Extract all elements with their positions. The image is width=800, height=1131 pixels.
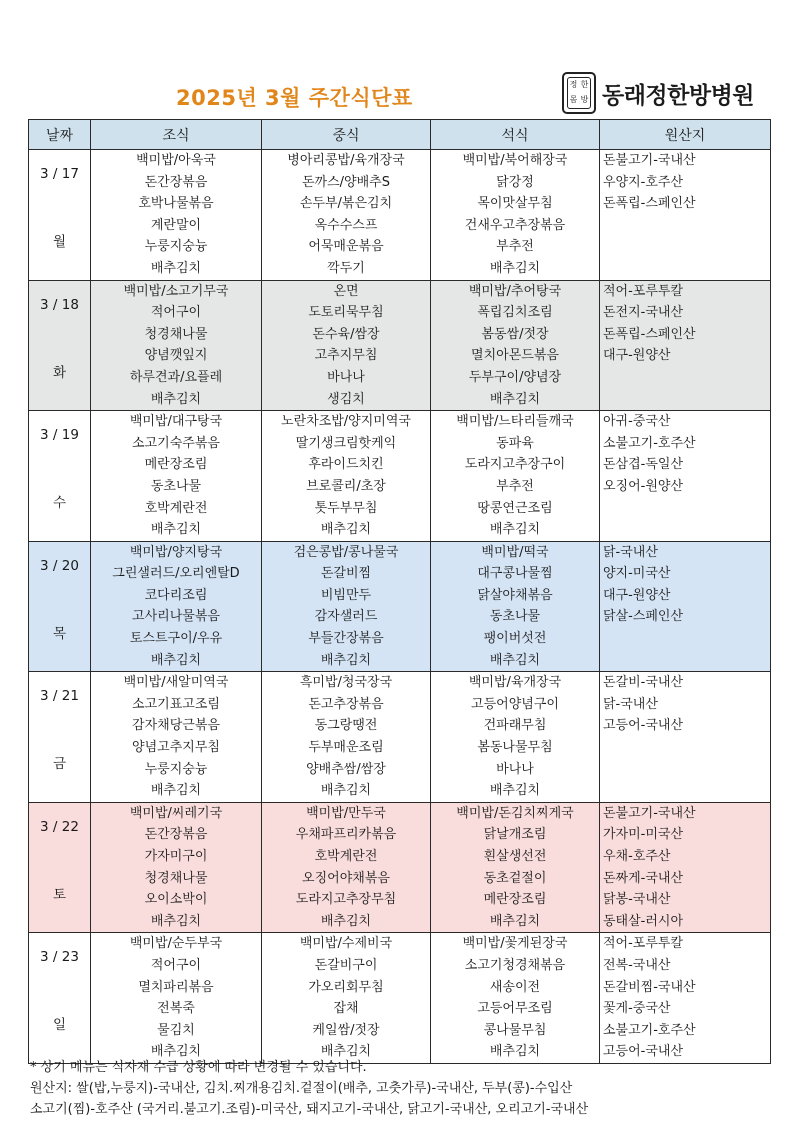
- menu-item: 케일쌈/젓장: [312, 1022, 380, 1038]
- menu-item: 노란차조밥/양지미역국: [281, 414, 411, 430]
- menu-item: 손두부/볶은김치: [299, 196, 393, 212]
- breakfast-cell: [91, 933, 262, 1064]
- menu-item: 백미밥/추어탕국: [468, 283, 562, 299]
- origin-item: 소불고기-호주산: [603, 1022, 696, 1038]
- menu-item: 봄동나물무침: [477, 740, 553, 756]
- menu-item: 돈갈비구이: [314, 957, 378, 973]
- menu-item: 배추김치: [320, 913, 372, 929]
- menu-item: 배추김치: [150, 913, 202, 929]
- origin-item: [600, 236, 770, 258]
- menu-item: 오이소박이: [144, 892, 208, 908]
- header-lunch: 중식: [262, 120, 431, 150]
- menu-item: 그린샐러드/오리엔탈D: [112, 566, 240, 582]
- origin-item: 돈폭립-스페인산: [603, 326, 696, 342]
- menu-item: 동파육: [496, 435, 534, 451]
- origin-item: 닭살-스페인산: [603, 609, 684, 625]
- origin-cell: [600, 933, 771, 1064]
- origin-item: 우채-호주산: [603, 849, 671, 864]
- hospital-logo: [562, 72, 754, 114]
- menu-item: 배추김치: [150, 260, 202, 276]
- day-cell: [29, 150, 91, 281]
- menu-item: 바나나: [327, 369, 365, 385]
- menu-item: 콩나물무침: [483, 1022, 547, 1038]
- menu-item: 누룽지숭늉: [144, 761, 208, 777]
- menu-item: 감자샐러드: [314, 609, 378, 625]
- menu-item: 배추김치: [489, 391, 541, 407]
- menu-item: 돈수육/쌈장: [312, 326, 380, 342]
- table-row: [29, 933, 771, 1064]
- menu-item: 돈간장볶음: [144, 174, 208, 190]
- menu-item: 도라지고추장구이: [464, 457, 566, 473]
- breakfast-cell: [91, 280, 262, 411]
- menu-item: 폭립김치조림: [477, 305, 553, 321]
- menu-item: 흑미밥/청국장국: [299, 675, 393, 691]
- dinner-cell: [431, 541, 600, 672]
- origin-item: [600, 650, 770, 672]
- menu-item: 토스트구이/우유: [129, 631, 223, 647]
- day-date: 3 / 23: [40, 949, 79, 966]
- header-breakfast: 조식: [91, 120, 262, 150]
- origin-cell: [600, 802, 771, 933]
- menu-item: 배추김치: [150, 783, 202, 799]
- origin-item: [600, 759, 770, 781]
- menu-item: 소고기표고조림: [132, 696, 220, 712]
- origin-item: 고등어-국내산: [603, 718, 684, 734]
- menu-item: 백미밥/꽃게된장국: [462, 936, 568, 952]
- origin-item: 대구-원양산: [603, 587, 671, 603]
- origin-item: [600, 215, 770, 237]
- menu-item: 두부매운조림: [308, 740, 384, 756]
- weekly-menu-table: [28, 119, 771, 1064]
- lunch-cell: [262, 280, 431, 411]
- day-date: 3 / 19: [40, 427, 79, 444]
- menu-item: 코다리조림: [144, 587, 208, 603]
- breakfast-cell: [91, 541, 262, 672]
- hospital-seal: [562, 72, 596, 114]
- menu-item: 배추김치: [489, 652, 541, 668]
- seal-char: 한: [580, 80, 589, 89]
- menu-item: 호박계란전: [314, 849, 378, 864]
- origin-item: [600, 737, 770, 759]
- menu-item: 감자채당근볶음: [132, 718, 220, 734]
- menu-item: 우채파프리카볶음: [295, 827, 397, 843]
- table-row: [29, 150, 771, 281]
- menu-item: 적어구이: [150, 305, 202, 321]
- day-cell: [29, 933, 91, 1064]
- menu-item: 양념고추지무침: [132, 740, 220, 756]
- origin-item: 돈갈비-국내산: [603, 675, 684, 691]
- menu-item: 청경채나물: [144, 870, 208, 886]
- menu-item: 돈까스/양배추S: [302, 174, 390, 190]
- menu-item: 두부구이/양념장: [468, 369, 562, 385]
- seal-char: 몸: [569, 95, 578, 104]
- day-cell: [29, 541, 91, 672]
- table-body: [29, 150, 771, 1064]
- day-cell: [29, 672, 91, 803]
- menu-item: 백미밥/북어해장국: [462, 153, 568, 168]
- menu-item: 계란말이: [150, 217, 202, 233]
- lunch-cell: [262, 802, 431, 933]
- note-line: * 상기 메뉴는 식자재 수급 상황에 따라 변경될 수 있습니다.: [30, 1060, 367, 1075]
- origin-cell: [600, 411, 771, 542]
- origin-item: 우양지-호주산: [603, 174, 684, 190]
- menu-item: 부추전: [496, 239, 534, 255]
- origin-item: [600, 498, 770, 520]
- menu-item: 깍두기: [327, 260, 365, 276]
- dinner-cell: [431, 150, 600, 281]
- note-line: 소고기(찜)-호주산 (국거리.불고기.조림)-미국산, 돼지고기-국내산, 닭고기-국내산, 오리고기-국내산: [30, 1102, 589, 1117]
- menu-item: 백미밥/육개장국: [468, 675, 562, 691]
- menu-item: 도토리묵무침: [308, 305, 384, 321]
- menu-item: 백미밥/수제비국: [299, 936, 393, 952]
- origin-item: 돈불고기-국내산: [603, 153, 696, 168]
- menu-item: 백미밥/순두부국: [129, 936, 223, 952]
- origin-item: 가자미-미국산: [603, 827, 684, 843]
- origin-item: 닭봉-국내산: [603, 892, 671, 908]
- menu-item: 브로콜리/초장: [306, 478, 386, 494]
- menu-item: 메란장조림: [144, 457, 208, 473]
- menu-item: 검은콩밥/콩나물국: [293, 544, 399, 560]
- menu-item: 백미밥/떡국: [481, 544, 549, 560]
- origin-item: 꽃게-중국산: [603, 1001, 671, 1017]
- menu-item: 양념깻잎지: [144, 348, 208, 364]
- origin-item: 돈불고기-국내산: [603, 805, 696, 821]
- origin-item: 동태살-러시아: [603, 913, 684, 929]
- origin-cell: [600, 280, 771, 411]
- origin-item: [600, 628, 770, 650]
- day-weekday: 금: [52, 756, 67, 773]
- day-date: 3 / 21: [40, 688, 79, 705]
- menu-item: 배추김치: [489, 913, 541, 929]
- menu-item: 백미밥/소고기무국: [123, 283, 229, 299]
- menu-item: 백미밥/아욱국: [136, 153, 216, 168]
- menu-item: 동초나물: [489, 609, 541, 625]
- day-weekday: 목: [52, 625, 67, 642]
- menu-item: 고추지무침: [314, 348, 378, 364]
- breakfast-cell: [91, 411, 262, 542]
- menu-item: 돈고추장볶음: [308, 696, 384, 712]
- menu-item: 건파래무침: [483, 718, 547, 734]
- table-header-row: [29, 120, 771, 150]
- page-title: 2025년 3월 주간식단표: [176, 86, 413, 110]
- menu-item: 청경채나물: [144, 326, 208, 342]
- dinner-cell: [431, 411, 600, 542]
- menu-item: 배추김치: [320, 652, 372, 668]
- menu-item: 고사리나물볶음: [132, 609, 220, 625]
- day-weekday: 월: [52, 234, 67, 250]
- table-row: [29, 802, 771, 933]
- lunch-cell: [262, 541, 431, 672]
- menu-item: 백미밥/느타리들깨국: [456, 414, 574, 430]
- menu-item: 배추김치: [320, 522, 372, 538]
- day-weekday: 토: [52, 886, 67, 903]
- menu-item: 배추김치: [489, 783, 541, 799]
- menu-item: 가오리회무침: [308, 979, 384, 995]
- header-origin: 원산지: [600, 120, 771, 150]
- table-row: [29, 411, 771, 542]
- menu-item: 멸치파리볶음: [138, 979, 214, 995]
- origin-item: 돈폭립-스페인산: [603, 196, 696, 212]
- menu-item: 백미밥/씨레기국: [129, 805, 223, 821]
- menu-item: 멸치아몬드볶음: [471, 348, 559, 364]
- menu-item: 백미밥/돈김치찌게국: [456, 805, 574, 821]
- origin-item: 돈전지-국내산: [603, 305, 684, 321]
- menu-item: 하루견과/요플레: [129, 369, 223, 385]
- menu-item: 동초나물: [150, 478, 202, 494]
- menu-item: 배추김치: [150, 652, 202, 668]
- origin-item: 돈짜게-국내산: [603, 870, 684, 886]
- menu-item: 호박나물볶음: [138, 196, 214, 212]
- menu-item: 닭날개조림: [483, 827, 547, 843]
- breakfast-cell: [91, 672, 262, 803]
- origin-item: 아귀-중국산: [603, 414, 671, 430]
- origin-cell: [600, 150, 771, 281]
- menu-item: 어묵매운볶음: [308, 239, 384, 255]
- origin-item: 고등어-국내산: [603, 1044, 684, 1060]
- menu-item: 양배추쌈/쌈장: [306, 761, 386, 777]
- dinner-cell: [431, 802, 600, 933]
- menu-item: 동초겉절이: [483, 870, 547, 886]
- origin-item: [600, 367, 770, 389]
- table-row: [29, 280, 771, 411]
- menu-item: 톳두부무침: [314, 500, 378, 516]
- menu-item: 백미밥/만두국: [306, 805, 386, 821]
- origin-item: [600, 389, 770, 411]
- origin-cell: [600, 541, 771, 672]
- origin-item: 돈삼겹-독일산: [603, 457, 684, 473]
- menu-item: 바나나: [496, 761, 534, 777]
- menu-item: 비빔만두: [320, 587, 372, 603]
- menu-item: 백미밥/대구탕국: [129, 414, 223, 430]
- origin-item: [600, 519, 770, 541]
- menu-item: 고등어무조림: [477, 1001, 553, 1017]
- menu-item: 배추김치: [489, 1044, 541, 1060]
- menu-item: 건새우고추장볶음: [464, 217, 566, 233]
- menu-item: 메란장조림: [483, 892, 547, 908]
- menu-item: 물김치: [157, 1022, 195, 1038]
- menu-item: 배추김치: [150, 522, 202, 538]
- menu-item: 동그랑땡전: [314, 718, 378, 734]
- day-date: 3 / 20: [40, 557, 79, 574]
- dinner-cell: [431, 672, 600, 803]
- menu-item: 도라지고추장무침: [295, 892, 397, 908]
- origin-cell: [600, 672, 771, 803]
- menu-item: 배추김치: [489, 260, 541, 276]
- menu-item: 전복죽: [157, 1001, 195, 1017]
- day-date: 3 / 22: [40, 818, 79, 835]
- breakfast-cell: [91, 150, 262, 281]
- menu-item: 온면: [333, 283, 359, 299]
- origin-item: 닭-국내산: [603, 544, 658, 560]
- origin-item: 전복-국내산: [603, 957, 671, 973]
- hospital-name: 동래정한방병원: [602, 82, 755, 109]
- day-cell: [29, 802, 91, 933]
- menu-item: 돈갈비찜: [320, 566, 372, 582]
- day-weekday: 수: [52, 495, 67, 512]
- header-dinner: 석식: [431, 120, 600, 150]
- day-cell: [29, 411, 91, 542]
- menu-item: 부들간장볶음: [308, 631, 384, 647]
- day-cell: [29, 280, 91, 411]
- dinner-cell: [431, 280, 600, 411]
- breakfast-cell: [91, 802, 262, 933]
- day-weekday: 화: [52, 364, 67, 381]
- lunch-cell: [262, 672, 431, 803]
- menu-item: 배추김치: [320, 1044, 372, 1060]
- seal-char: 정: [569, 80, 578, 89]
- day-weekday: 일: [52, 1017, 67, 1034]
- menu-item: 후라이드치킨: [308, 457, 384, 473]
- menu-item: 호박계란전: [144, 500, 208, 516]
- menu-item: 배추김치: [150, 1044, 202, 1060]
- origin-item: 적어-포루투칼: [603, 936, 684, 952]
- menu-item: 목이맛살무침: [477, 196, 553, 212]
- menu-item: 가자미구이: [144, 849, 208, 864]
- origin-item: [600, 258, 770, 280]
- origin-item: 적어-포루투칼: [603, 283, 684, 299]
- menu-item: 팽이버섯전: [483, 631, 547, 647]
- menu-item: 백미밥/양지탕국: [129, 544, 223, 560]
- origin-item: 돈갈비찜-국내산: [603, 979, 696, 995]
- lunch-cell: [262, 150, 431, 281]
- seal-char: 방: [580, 95, 589, 104]
- menu-item: 닭강정: [496, 174, 534, 190]
- menu-item: 대구콩나물찜: [477, 566, 553, 582]
- lunch-cell: [262, 933, 431, 1064]
- table-row: [29, 672, 771, 803]
- menu-item: 오징어야채볶음: [302, 870, 390, 886]
- dinner-cell: [431, 933, 600, 1064]
- menu-item: 새송이전: [489, 979, 541, 995]
- header-date: 날짜: [29, 120, 91, 150]
- origin-item: 소불고기-호주산: [603, 435, 696, 451]
- menu-item: 생김치: [327, 391, 365, 407]
- menu-item: 돈간장볶음: [144, 827, 208, 843]
- origin-item: 양지-미국산: [603, 566, 671, 582]
- menu-item: 백미밥/새알미역국: [123, 675, 229, 691]
- menu-item: 딸기생크림핫케익: [295, 435, 397, 451]
- menu-item: 소고기청경채볶음: [464, 957, 566, 973]
- menu-item: 봄동쌈/젓장: [481, 326, 549, 342]
- table-row: [29, 541, 771, 672]
- menu-item: 배추김치: [320, 783, 372, 799]
- menu-item: 누룽지숭늉: [144, 239, 208, 255]
- origin-item: 닭-국내산: [603, 696, 658, 712]
- menu-item: 소고기숙주볶음: [132, 435, 220, 451]
- menu-item: 부추전: [496, 478, 534, 494]
- note-line: 원산지: 쌀(밥,누룽지)-국내산, 김치.찌개용김치.겉절이(배추, 고춧가루)-국내산, 두부(콩)-수입산: [30, 1081, 573, 1096]
- menu-item: 병아리콩밥/육개장국: [287, 153, 405, 168]
- menu-item: 고등어양념구이: [471, 696, 559, 712]
- lunch-cell: [262, 411, 431, 542]
- notes: [30, 1057, 588, 1120]
- menu-item: 닭살야채볶음: [477, 587, 553, 603]
- menu-item: 적어구이: [150, 957, 202, 973]
- menu-item: 흰살생선전: [483, 849, 547, 864]
- day-date: 3 / 17: [40, 166, 79, 182]
- origin-item: 대구-원양산: [603, 348, 671, 364]
- menu-item: 잡채: [333, 1001, 359, 1017]
- menu-item: 배추김치: [150, 391, 202, 407]
- origin-item: 오징어-원양산: [603, 478, 684, 494]
- menu-item: 옥수수스프: [314, 217, 378, 233]
- menu-item: 땅콩연근조림: [477, 500, 553, 516]
- day-date: 3 / 18: [40, 296, 79, 313]
- menu-item: 배추김치: [489, 522, 541, 538]
- origin-item: [600, 780, 770, 802]
